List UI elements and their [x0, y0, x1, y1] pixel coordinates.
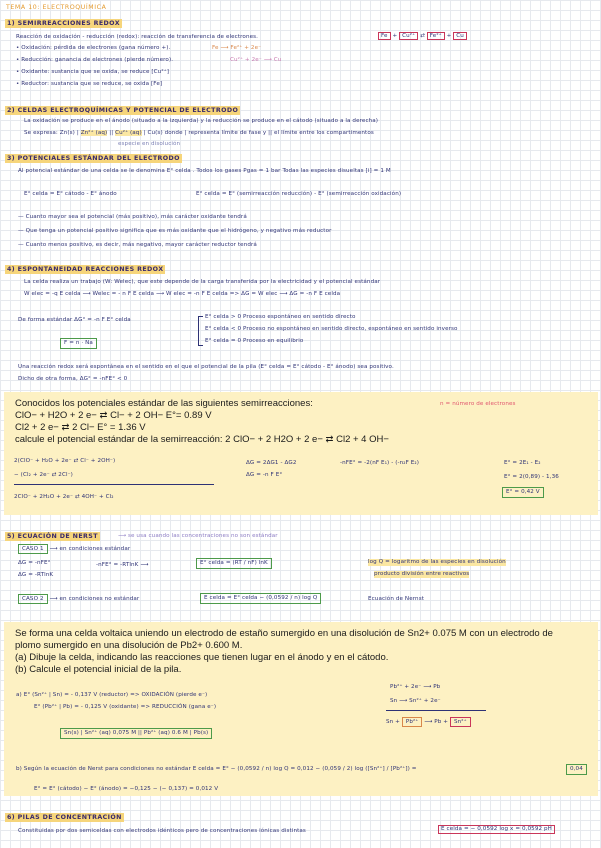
ex1-statement-1: Conocidos los potenciales estándar de las siguientes semirreacciones: [15, 398, 313, 409]
ex1-solution-2: E° = 2(0,89) - 1,36 [504, 474, 559, 480]
concentration-cell-formula: E celda = − 0,0592 log x = 0,0592 pH [438, 825, 555, 834]
spontaneity-case-1: E° celda > 0 Proceso espontáneo en sentido directo [205, 314, 356, 320]
ex2-statement-4: (b) Calcule el potencial inicial de la pila. [15, 664, 182, 675]
ex1-statement-2: ClO− + H2O + 2 e− ⇄ Cl− + 2 OH− E°= 0.89 V [15, 410, 212, 421]
cell-notation: Se expresa: Zn(s) | Zn²⁺ (aq) || Cu²⁺ (aq) | Cu(s) donde | representa límite de fase y || el límite entre los compartimentos [24, 130, 374, 136]
spontaneity-summary-1: Una reacción redox será espontánea en el sentido en el que el potencial de la pila (E° celda = E° cátodo - E° ánodo) sea positivo. [18, 364, 394, 370]
ex2-result: 0,04 [566, 764, 587, 775]
ex1-solution-1: E° = 2E₁ - E₂ [504, 460, 541, 466]
potential-bullet-1: — Cuanto mayor sea el potencial (más positivo), más carácter oxidante tendrá [18, 214, 247, 220]
section-3-heading: 3) POTENCIALES ESTÁNDAR DEL ELECTRODO [7, 155, 180, 162]
reduction-equation: Cu²⁺ + 2e⁻ ⟶ Cu [230, 57, 282, 63]
log-q-definition-2: producto división entre reactivos [374, 571, 470, 577]
ex1-gibbs-combined: -nFE° = -2(nF E₁) - (-n₂F E₂) [340, 460, 420, 466]
standard-gibbs: De forma estándar ΔG° = -n F E° celda [18, 317, 131, 323]
oxidation-equation: Fe ⟶ Fe²⁺ + 2e⁻ [212, 45, 262, 51]
ex2-global-reaction: Sn + Pb²⁺ ⟶ Pb + Sn²⁺ [386, 719, 471, 726]
redox-definition: Reacción de oxidación - reducción (redox): reacción de transferencia de electrones. [16, 34, 259, 40]
case-1-gibbs-2: ΔG = -RTlnK [18, 572, 54, 578]
faraday-relation: F = n · Na [60, 338, 97, 349]
ecell-formula-1: E° celda = E° cátodo - E° ánodo [24, 191, 117, 197]
case-1-formula: E° celda = (RT / nF) lnK [196, 558, 272, 569]
potential-bullet-2: — Que tenga un potencial positivo significa que es más oxidante que el hidrógeno, y negativo más reductor [18, 228, 332, 234]
page-title: TEMA 10: ELECTROQUÍMICA [6, 4, 107, 11]
reduction-definition: • Reducción: ganancia de electrones (pierde número). [16, 57, 174, 63]
ex2-statement-1: Se forma una celda voltaica uniendo un electrodo de estaño sumergido en una disolución de Sn2+ 0.075 M con un electrodo de [15, 628, 553, 639]
ex1-gibbs-2: ΔG = -n F E° [246, 472, 283, 478]
spontaneity-case-2: E° celda < 0 Proceso no espontáneo en sentido directo, espontáneo en sentido inverso [205, 326, 458, 332]
ex2-half-reaction-2: Sn ⟶ Sn²⁺ + 2e⁻ [390, 698, 441, 704]
cell-description: La oxidación se produce en el ánodo (situado a la izquierda) y la reducción se produce en el cátodo (situado a la derecha) [24, 118, 379, 124]
ex2-sn-potential: a) E° (Sn²⁺ | Sn) = - 0,137 V (reductor) => OXIDACIÓN (pierde e⁻) [16, 692, 208, 698]
reductor-definition: • Reductor: sustancia que se reduce, se oxida [Fe] [16, 81, 163, 87]
section-2-heading: 2) CELDAS ELECTROQUÍMICAS Y POTENCIAL DE ELECTRODO [7, 107, 239, 114]
case-1-gibbs-1: ΔG = -nFE° [18, 560, 51, 566]
standard-potential-def: Al potencial estándar de una celda se le denomina E° celda . Todos los gases Pgas = 1 bar Todas las especies disueltas [i] = 1 M [18, 168, 391, 174]
ex1-statement-4: calcule el potencial estándar de la semirreacción: 2 ClO− + 2 H2O + 2 e− ⇄ Cl2 + 4 OH− [15, 434, 389, 445]
case-2-row: CASO 2 ⟶ en condiciones no estándar [18, 596, 139, 603]
ex1-note-electrons: n = número de electrones [440, 401, 516, 407]
case-1-row: CASO 1 ⟶ en condiciones estándar [18, 546, 130, 553]
spontaneity-case-3: E° celda = 0 Proceso en equilibrio [205, 338, 304, 344]
ex2-pb-potential: E° (Pb²⁺ | Pb) = - 0,125 V (oxidante) => REDUCCIÓN (gana e⁻) [34, 704, 217, 710]
nernst-equation-label: Ecuación de Nernst [368, 596, 425, 602]
spontaneity-summary-2: Dicho de otra forma, ΔG° = -nFE° < 0 [18, 376, 128, 382]
ex1-reaction-sum: 2ClO⁻ + 2H₂O + 2e⁻ ⇄ 4OH⁻ + Cl₂ [14, 494, 114, 500]
ex2-half-reaction-1: Pb²⁺ + 2e⁻ ⟶ Pb [390, 684, 441, 690]
case-1-combined: -nFE° = -RTlnK ⟶ [96, 562, 149, 568]
ex2-statement-2: plomo sumergido en una disolución de Pb2+ 0.600 M. [15, 640, 243, 651]
work-description: La celda realiza un trabajo (W: Welec), que este depende de la carga transferida por la electricidad y el potencial estándar [24, 279, 381, 285]
section-1-heading: 1) SEMIRREACCIONES REDOX [7, 20, 120, 27]
work-formula-chain: W elec = -q E celda ⟶ Welec = - n F E celda ⟶ W elec = -n F E celda => ΔG = W elec ⟶ ΔG = -n F E celda [24, 291, 341, 297]
section-4-heading: 4) ESPONTANEIDAD REACCIONES REDOX [7, 266, 164, 273]
oxidante-definition: • Oxidante: sustancia que se oxida, se reduce [Cu²⁺] [16, 69, 169, 75]
ex2-nernst-calc: b) Según la ecuación de Nerst para condiciones no estándar E celda = E° − (0,0592 / n) log Q = 0,012 − (0,059 / 2) log ([Sn²⁺] / [Pb²⁺]) = [16, 766, 417, 772]
section-6-heading: 6) PILAS DE CONCENTRACIÓN [7, 814, 122, 821]
section-5-heading: 5) ECUACIÓN DE NERST [7, 533, 98, 540]
ex1-reaction-1: 2(ClO⁻ + H₂O + 2e⁻ ⇄ Cl⁻ + 2OH⁻) [14, 458, 116, 464]
potential-bullet-3: — Cuanto menos positivo, es decir, más negativo, mayor carácter reductor tendrá [18, 242, 257, 248]
ex2-statement-3: (a) Dibuje la celda, indicando las reacciones que tienen lugar en el ánodo y en el cátodo. [15, 652, 389, 663]
dissolved-species-note: especie en disolución [118, 141, 181, 147]
ex1-statement-3: Cl2 + 2 e− ⇄ 2 Cl− E° = 1.36 V [15, 422, 146, 433]
oxidation-definition: • Oxidación: pérdida de electrones (gana número +). [16, 45, 171, 51]
ex2-standard-potential: E° = E° (cátodo) − E° (ánodo) = −0,125 − (− 0,137) = 0,012 V [34, 786, 219, 792]
ex2-cell-notation: Sn(s) | Sn²⁺ (aq) 0,075 M || Pb²⁺ (aq) 0.6 M | Pb(s) [60, 728, 212, 739]
ex1-result: E° = 0,42 V [502, 487, 544, 498]
concentration-cell-def: Constituidas por dos semiceldas con electrodos idénticos pero de concentraciones iónicas distintas [18, 828, 306, 834]
redox-example-equation: Fe + Cu²⁺ ⇄ Fe²⁺ + Cu [378, 33, 467, 40]
ex1-reaction-2: − (Cl₂ + 2e⁻ ⇄ 2Cl⁻) [14, 472, 73, 478]
ecell-formula-2: E° celda = E° (semirreacción reducción) - E° (semirreacción oxidación) [196, 191, 402, 197]
nernst-equation: E celda = E° celda − (0,0592 / n) log Q [200, 593, 321, 604]
log-q-definition: log Q = logaritmo de las especies en disolución [368, 559, 506, 565]
ex1-gibbs-1: ΔG = 2ΔG1 - ΔG2 [246, 460, 297, 466]
nernst-usage-note: ⟶ se usa cuando las concentraciones no son estándar [118, 533, 278, 539]
